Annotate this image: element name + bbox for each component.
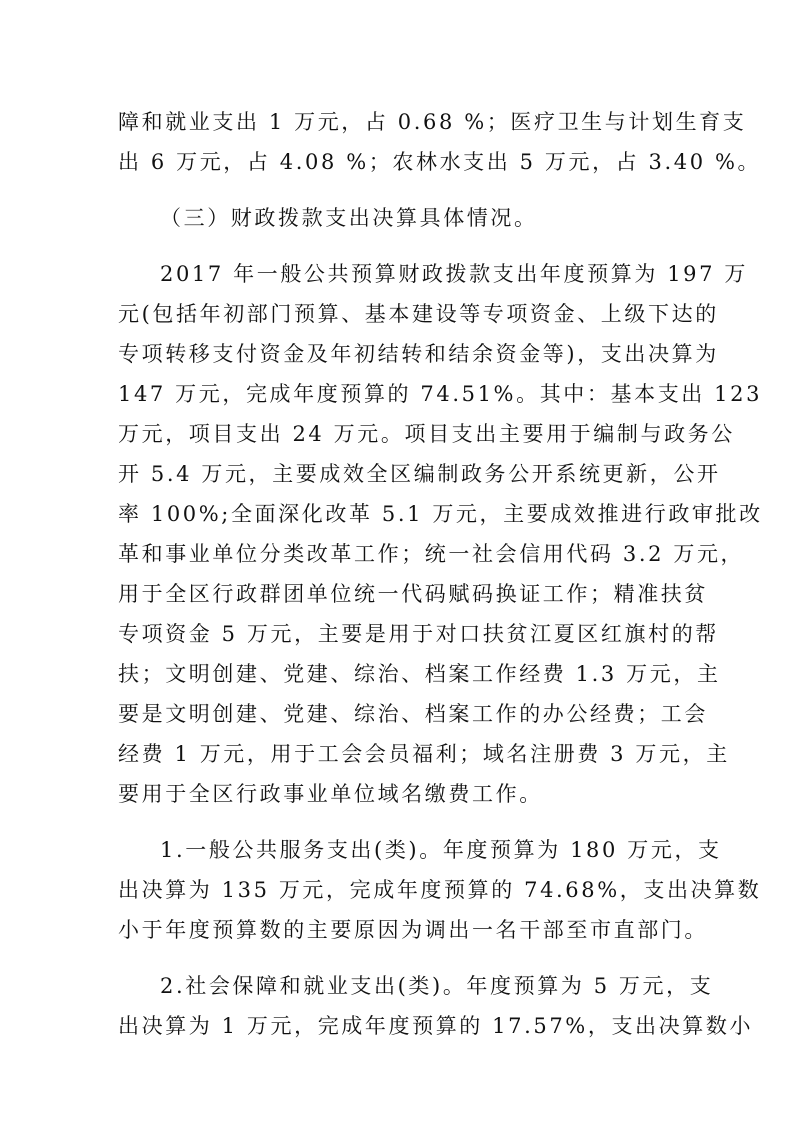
text-line: 元(包括年初部门预算、基本建设等专项资金、上级下达的 bbox=[118, 302, 719, 326]
text-line: 专项资金 5 万元，主要是用于对口扶贫江夏区红旗村的帮 bbox=[118, 622, 719, 646]
text-line: 要是文明创建、党建、综治、档案工作的办公经费；工会 bbox=[118, 702, 708, 726]
text-line: 经费 1 万元，用于工会会员福利；域名注册费 3 万元，主 bbox=[118, 742, 730, 766]
section-heading: （三）财政拨款支出决算具体情况。 bbox=[160, 206, 538, 230]
text-line: 开 5.4 万元，主要成效全区编制政务公开系统更新，公开 bbox=[118, 462, 721, 486]
text-line: 2017 年一般公共预算财政拨款支出年度预算为 197 万 bbox=[160, 262, 748, 286]
text-line: 出 6 万元，占 4.08 %；农林水支出 5 万元，占 3.40 %。 bbox=[118, 150, 762, 174]
text-line: 率 100%;全面深化改革 5.1 万元，主要成效推进行政审批改 bbox=[118, 502, 763, 526]
text-line: 要用于全区行政事业单位域名缴费工作。 bbox=[118, 782, 543, 806]
text-line: 出决算为 1 万元，完成年度预算的 17.57%，支出决算数小 bbox=[118, 1014, 754, 1038]
text-line: 障和就业支出 1 万元，占 0.68 %；医疗卫生与计划生育支 bbox=[118, 110, 747, 134]
text-line: 小于年度预算数的主要原因为调出一名干部至市直部门。 bbox=[118, 918, 708, 942]
text-line: 革和事业单位分类改革工作；统一社会信用代码 3.2 万元， bbox=[118, 542, 745, 566]
text-line: 专项转移支付资金及年初结转和结余资金等)，支出决算为 bbox=[118, 342, 719, 366]
text-line: 147 万元，完成年度预算的 74.51%。其中：基本支出 123 bbox=[118, 382, 763, 406]
text-line: 2.社会保障和就业支出(类)。年度预算为 5 万元，支 bbox=[160, 974, 714, 998]
text-line: 出决算为 135 万元，完成年度预算的 74.68%，支出决算数 bbox=[118, 878, 762, 902]
text-line: 扶；文明创建、党建、综治、档案工作经费 1.3 万元，主 bbox=[118, 662, 721, 686]
text-line: 万元，项目支出 24 万元。项目支出主要用于编制与政务公 bbox=[118, 422, 735, 446]
text-line: 1.一般公共服务支出(类)。年度预算为 180 万元，支 bbox=[160, 838, 722, 862]
text-line: 用于全区行政群团单位统一代码赋码换证工作；精准扶贫 bbox=[118, 582, 708, 606]
